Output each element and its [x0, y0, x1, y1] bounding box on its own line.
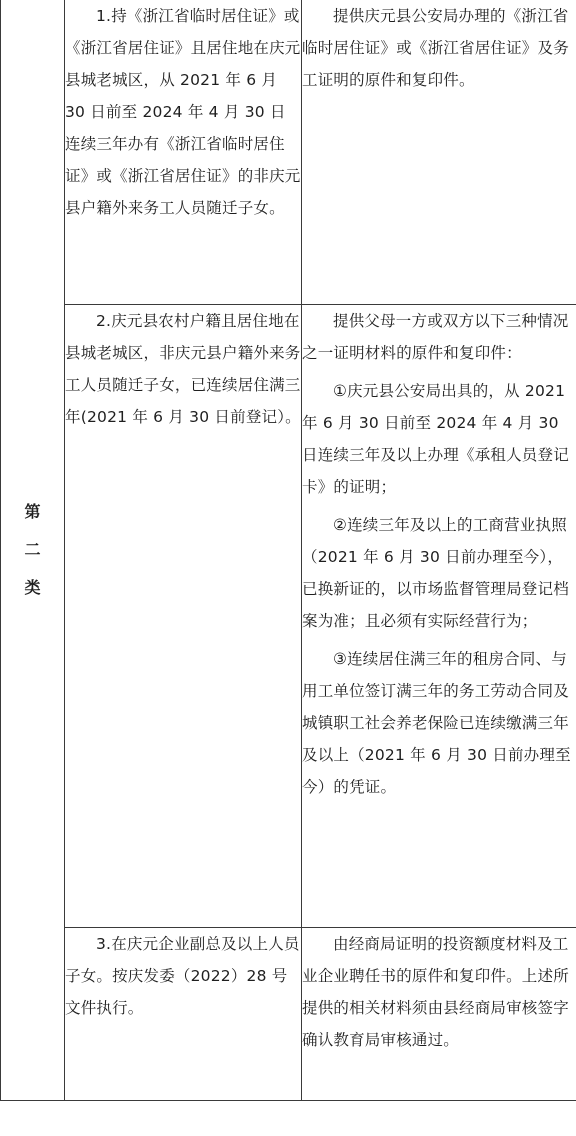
materials-cell [302, 928, 576, 1101]
materials-cell [302, 305, 576, 928]
condition-text: 1.持《浙江省临时居住证》或《浙江省居住证》且居住地在庆元县城老城区，从 2021 年 6 月 30 日前至 2024 年 4 月 30 日连续三年办有《浙江省临时居住证》或《浙江省居住证》的非庆元县户籍外来务工人员随迁子女。 [65, 7, 301, 217]
table-row [1, 305, 576, 928]
category-label: 第二类 [24, 502, 41, 597]
materials-item: ①庆元县公安局出具的，从 2021 年 6 月 30 日前至 2024 年 4 月 30 日连续三年及以上办理《承租人员登记卡》的证明； [302, 382, 569, 496]
materials-cell [302, 0, 576, 305]
materials-text: 由经商局证明的投资额度材料及工业企业聘任书的原件和复印件。上述所提供的相关材料须由县经商局审核签字确认教育局审核通过。 [302, 935, 569, 1049]
condition-cell [65, 305, 302, 928]
materials-item: ②连续三年及以上的工商营业执照（2021 年 6 月 30 日前办理至今），已换新证的，以市场监督管理局登记档案为准；且必须有实际经营行为； [302, 516, 569, 630]
condition-text: 2.庆元县农村户籍且居住地在县城老城区，非庆元县户籍外来务工人员随迁子女，已连续居住满三年(2021 年 6 月 30 日前登记）。 [65, 312, 301, 426]
condition-cell [65, 0, 302, 305]
materials-item: ③连续居住满三年的租房合同、与用工单位签订满三年的务工劳动合同及城镇职工社会养老保险已连续缴满三年及以上（2021 年 6 月 30 日前办理至今）的凭证。 [302, 650, 571, 796]
condition-text: 3.在庆元企业副总及以上人员子女。按庆发委（2022）28 号文件执行。 [65, 935, 300, 1017]
category-cell [1, 0, 65, 1101]
materials-intro: 提供父母一方或双方以下三种情况之一证明材料的原件和复印件： [302, 312, 569, 362]
materials-text: 提供庆元县公安局办理的《浙江省临时居住证》或《浙江省居住证》及务工证明的原件和复印件。 [302, 7, 569, 89]
condition-cell [65, 928, 302, 1101]
table-row [1, 0, 576, 305]
table-row [1, 928, 576, 1101]
